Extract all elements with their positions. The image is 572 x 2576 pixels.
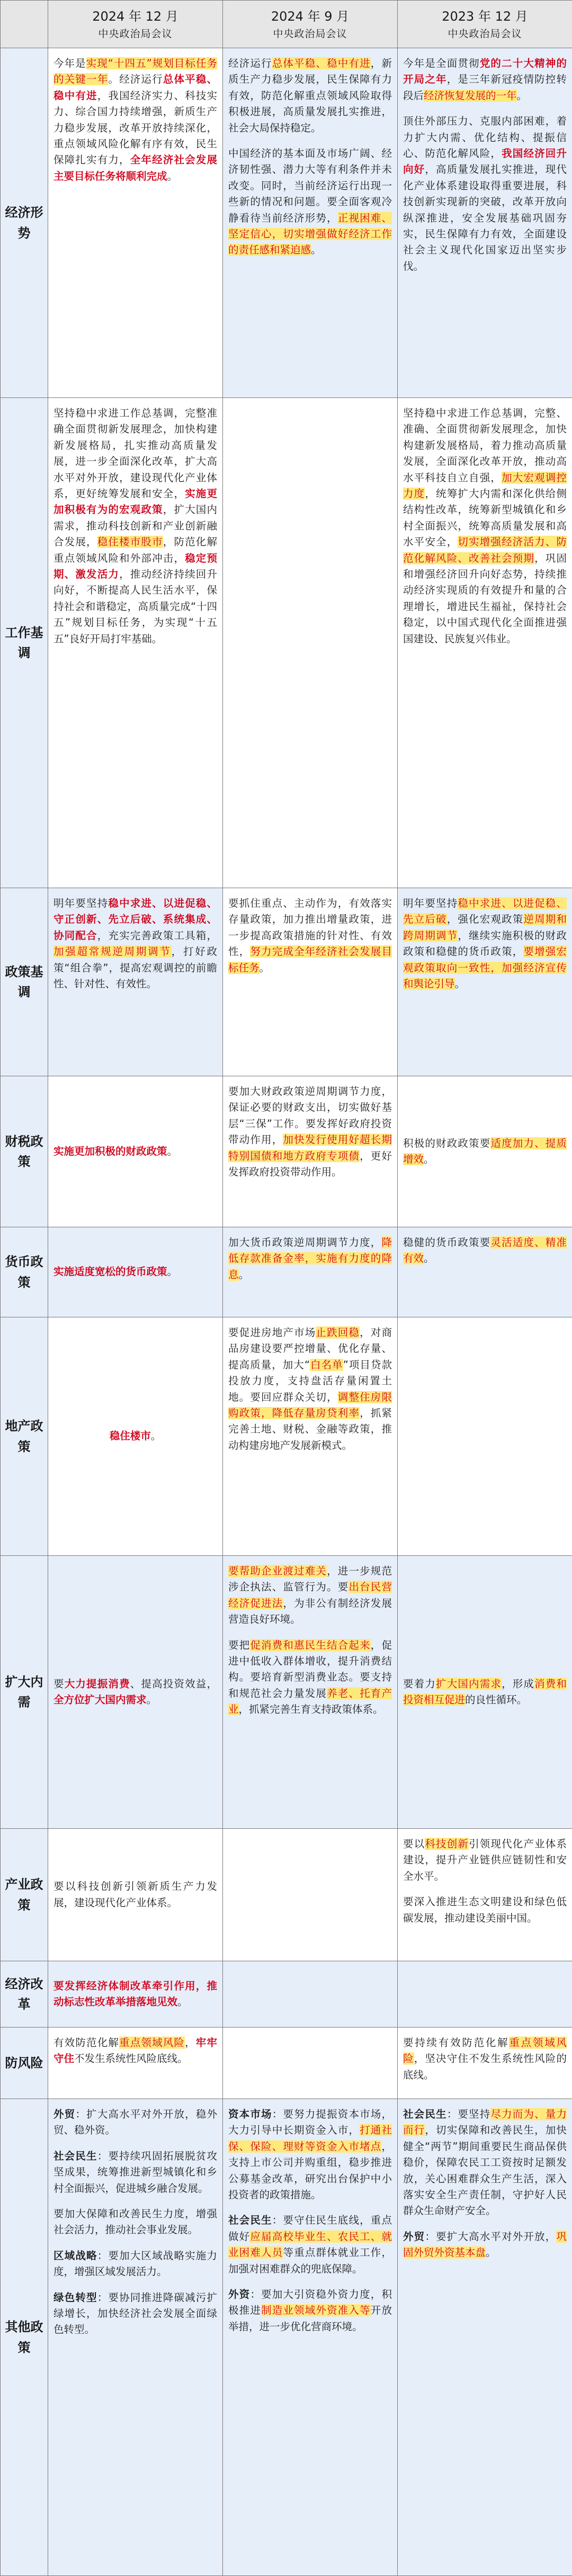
highlighted-text: 科技创新 — [425, 1838, 469, 1850]
body-text: 有效防范化解 — [53, 2037, 119, 2049]
body-text: ：要加大区域战略实施力度，增强区域发展活力。 — [53, 2250, 217, 2278]
body-text: 。 — [424, 1252, 434, 1264]
body-text: 等重点群体就业工作，加强对困难群众的兜底保障。 — [228, 2246, 392, 2274]
body-text: ，支持上市公司并购重组，稳步推进公募基金改革，研究出台保护中小投资者的政策措施。 — [228, 2140, 392, 2201]
highlighted-text: 总体平稳、稳中有进 — [272, 57, 371, 69]
body-text: 。经济运行 — [108, 73, 163, 85]
row-label: 其他政策 — [1, 2099, 48, 2576]
body-text: 要以 — [403, 1838, 425, 1850]
body-text: 稳健的货币政策要 — [403, 1236, 490, 1249]
body-text: ，统筹扩大内需和深化供给侧结构性改革，统筹新型城镇化和乡村全面振兴，统筹高质量发展和高水平安全， — [403, 488, 567, 548]
header-year: 2023 年 12 月 — [398, 7, 572, 26]
header-row — [1, 1, 572, 48]
bold-label-text: 区域战略 — [53, 2250, 97, 2262]
cell-2023-12 — [398, 1961, 572, 2028]
body-text: 明年要坚持 — [403, 897, 458, 909]
cell-2024-09 — [223, 888, 398, 1076]
header-col-2024-12 — [48, 1, 223, 48]
body-text: 。 — [151, 1430, 162, 1442]
body-text: 要持续有效防范化解 — [403, 2037, 509, 2049]
highlighted-text: 要增强宏观政策取向一致性，加强经济宣传和舆论引导 — [403, 945, 567, 990]
body-text: 要 — [53, 1678, 65, 1690]
row-economic-situation — [1, 48, 572, 398]
body-text: ，形成 — [502, 1678, 534, 1690]
highlighted-text: 全年经济社会发展主要目标任务将顺利完成 — [53, 154, 217, 182]
highlighted-text: 打通社保、保险、理财等资金入市堵点 — [228, 2124, 392, 2152]
row-label: 地产政策 — [1, 1317, 48, 1556]
row-label: 财税政策 — [1, 1076, 48, 1227]
body-text: ，进一步规范涉企执法、监管行为。要 — [228, 1565, 392, 1593]
highlighted-text: 巩固外贸外资基本盘 — [403, 2230, 567, 2259]
highlighted-text: 努力完成全年经济社会发展目标任务 — [228, 945, 392, 973]
bold-label-text: 社会民生 — [53, 2150, 97, 2162]
body-text: 、提高投资效益， — [130, 1678, 217, 1690]
highlighted-text: 稳住楼市股市 — [97, 536, 163, 548]
highlighted-text: 稳定预期、激发活力 — [53, 552, 217, 580]
highlighted-text: 我国经济回升向好 — [403, 147, 567, 175]
row-policy-tone — [1, 888, 572, 1076]
cell-2023-12 — [398, 48, 572, 398]
paragraph-break — [403, 1884, 567, 1894]
row-property-policy — [1, 1317, 572, 1556]
body-text: 不发生系统性风险底线。 — [74, 2052, 188, 2065]
cell-2024-12 — [48, 1227, 223, 1317]
body-text: 。 — [147, 1694, 157, 1706]
highlighted-text: 消费和投资相互促进 — [403, 1678, 567, 1706]
cell-2024-09 — [223, 2099, 398, 2576]
paragraph-break — [228, 1628, 392, 1637]
highlighted-text: 经济恢复发展的一年 — [424, 90, 517, 102]
body-text: 积极的财政政策要 — [403, 1137, 490, 1149]
highlighted-text: 重点领域风险 — [119, 2037, 185, 2049]
body-text: ，促进中低收入群体增收，提升消费结构。要培育新型消费业态。要支持和规范社会力量发展 — [228, 1639, 392, 1699]
body-text: ，抓紧完善土地、财税、金融等政策，推动构建房地产发展新模式。 — [228, 1407, 392, 1451]
header-meeting: 中央政治局会议 — [223, 26, 397, 42]
body-text: ，对商品房建设要严控增量、优化存量、提高质量，加大“ — [228, 1326, 392, 1371]
body-text: 坚持稳中求进工作总基调，完整、准确、全面贯彻新发展理念，加快构建新发展格局，着力推动高质量发展，全面深化改革开放，推动高水平科技自立自强， — [403, 407, 567, 484]
cell-2023-12 — [398, 1829, 572, 1961]
cell-2024-09 — [223, 1829, 398, 1961]
highlighted-text: 止跌回稳 — [316, 1326, 360, 1339]
header-year: 2024 年 9 月 — [223, 7, 397, 26]
highlighted-text: 适度加力、提质增效 — [403, 1137, 567, 1165]
header-col-2024-09 — [223, 1, 398, 48]
paragraph-break — [403, 104, 567, 113]
body-text: 明年要坚持 — [53, 897, 108, 909]
highlighted-text: 重点领域风险 — [403, 2037, 567, 2065]
cell-2024-09 — [223, 1556, 398, 1829]
body-text: ，是三年新冠疫情防控转段后 — [403, 73, 567, 101]
header-col-2023-12 — [398, 1, 572, 48]
bold-label-text: 绿色转型 — [53, 2291, 97, 2304]
row-label: 经济改革 — [1, 1961, 48, 2028]
body-text: ，新质生产力稳步发展，民生保障有力有效，防范化解重点领域风险取得积极进展，高质量发展扎实推进，社会大局保持稳定。 — [228, 57, 392, 134]
body-text: ：要协同推进降碳减污扩绿增长，加快经济社会发展全面绿色转型。 — [53, 2291, 217, 2336]
body-text: ，继续实施积极的财政政策和稳健的货币政策， — [403, 930, 567, 958]
bold-label-text: 资本市场 — [228, 2108, 272, 2120]
cell-2024-12 — [48, 398, 223, 888]
body-text: 。 — [424, 1153, 434, 1165]
body-text: ， — [185, 2037, 196, 2049]
paragraph-break — [228, 136, 392, 146]
highlighted-text: 实施适度宽松的货币政策 — [53, 1265, 167, 1278]
row-economic-reform — [1, 1961, 572, 2028]
highlighted-text: 加大宏观调控力度 — [403, 472, 567, 500]
highlighted-text: 白名单 — [310, 1359, 343, 1371]
bold-label-text: 外贸 — [53, 2108, 75, 2120]
body-text: ，抓紧完善生育支持政策体系。 — [239, 1703, 383, 1715]
cell-2024-09 — [223, 2028, 398, 2099]
highlighted-text: 实施更加积极有为的宏观政策 — [53, 488, 217, 516]
bold-label-text: 社会民生 — [403, 2108, 447, 2120]
cell-2024-12 — [48, 1961, 223, 2028]
body-text: ：要持续巩固拓展脱贫攻坚成果，统筹推进新型城镇化和乡村全面振兴，促进城乡融合发展。 — [53, 2150, 217, 2194]
body-text: ，防范化解重点领域风险和外部冲击， — [53, 536, 217, 564]
body-text: ，为非公有制经济发展营造良好环境。 — [228, 1597, 392, 1625]
cell-2023-12 — [398, 2028, 572, 2099]
body-text: 要抓住重点、主动作为，有效落实存量政策，加力推出增量政策，进一步提高政策措施的针对性、有效性， — [228, 897, 392, 958]
body-text: 今年是全面贯彻 — [403, 57, 480, 69]
paragraph-break — [403, 2219, 567, 2229]
body-text: 。 — [311, 244, 321, 256]
body-text: 要以科技创新引领新质生产力发展，建设现代化产业体系。 — [53, 1880, 217, 1908]
body-text: ：扩大高水平对外开放，稳外贸、稳外资。 — [53, 2108, 217, 2136]
body-text: ，充实完善政策工具箱， — [97, 930, 217, 942]
body-text: 要深入推进生态文明建设和绿色低碳发展，推动建设美丽中国。 — [403, 1896, 567, 1924]
cell-2023-12 — [398, 888, 572, 1076]
highlighted-text: 实现“十四五”规划目标任务的关键一年 — [53, 57, 217, 85]
highlighted-text: 加强超常规逆周期调节 — [53, 945, 172, 958]
body-text: 引领现代化产业体系建设，提升产业链供应链韧性和安全水平。 — [403, 1838, 567, 1882]
header-meeting: 中央政治局会议 — [48, 26, 222, 42]
highlighted-text: 全方位扩大国内需求 — [53, 1694, 147, 1706]
body-text: 顶住外部压力、克服内部困难，着力扩大内需、优化结构、提振信心、防范化解风险， — [403, 115, 567, 160]
body-text: ，扩大国内需求，推动科技创新和产业创新融合发展， — [53, 503, 217, 548]
cell-2023-12 — [398, 1556, 572, 1829]
cell-2024-12 — [48, 1317, 223, 1556]
bold-label-text: 外贸 — [403, 2230, 425, 2243]
row-fiscal-policy — [1, 1076, 572, 1227]
row-label: 产业政策 — [1, 1829, 48, 1961]
highlighted-text: 加快发行使用好超长期特别国债和地方政府专项债 — [228, 1134, 392, 1162]
highlighted-text: 要帮助企业渡过难关 — [228, 1565, 327, 1577]
body-text: 。 — [517, 90, 528, 102]
body-text: 经济运行 — [228, 57, 272, 69]
highlighted-text: 正视困难、坚定信心，切实增强做好经济工作的责任感和紧迫感 — [228, 212, 392, 256]
row-domestic-demand — [1, 1556, 572, 1829]
row-label: 经济形势 — [1, 48, 48, 398]
highlighted-text: 促消费和惠民生结合起来 — [250, 1639, 370, 1651]
header-corner — [1, 1, 48, 48]
body-text: 。 — [239, 1269, 249, 1281]
cell-2024-09 — [223, 1317, 398, 1556]
body-text: ”项目贷款投放力度，支持盘活存量闲置土地。要回应群众关切， — [228, 1359, 392, 1403]
highlighted-text: 稳中求进、以进促稳、守正创新、先立后破、系统集成、协同配合 — [53, 897, 217, 942]
highlighted-text: 制造业领域外资准入等 — [261, 2304, 371, 2316]
highlighted-text: 逆周期和跨周期调节 — [403, 913, 567, 941]
cell-2023-12 — [398, 1076, 572, 1227]
cell-2023-12 — [398, 2099, 572, 2576]
body-text: ，打好政策“组合拳”，提高宏观调控的前瞻性、针对性、有效性。 — [53, 945, 217, 990]
highlighted-text: 要发挥经济体制改革牵引作用，推动标志性改革举措落地见效 — [53, 1980, 217, 2008]
row-monetary-policy — [1, 1227, 572, 1317]
body-text: 。 — [260, 962, 270, 974]
highlighted-text: 大力提振消费 — [65, 1678, 130, 1690]
body-text: 。 — [486, 2246, 496, 2259]
highlighted-text: 牢牢守住 — [53, 2037, 217, 2065]
body-text: 的良性循环。 — [465, 1694, 527, 1706]
cell-2024-12 — [48, 48, 223, 398]
body-text: 。 — [455, 978, 466, 990]
cell-2024-09 — [223, 398, 398, 888]
cell-2024-09 — [223, 1961, 398, 2028]
paragraph-break — [228, 2203, 392, 2212]
cell-2023-12 — [398, 1317, 572, 1556]
cell-2024-09 — [223, 1076, 398, 1227]
body-text: ，强化宏观政策 — [447, 913, 524, 925]
row-label: 防风险 — [1, 2028, 48, 2099]
highlighted-text: 出台民营经济促进法 — [228, 1581, 392, 1609]
body-text: ，我国经济实力、科技实力、综合国力持续增强，新质生产力稳步发展，改革开放持续深化，重点领域风险化解有序有效，民生保障扎实有力， — [53, 90, 217, 166]
cell-2023-12 — [398, 398, 572, 888]
body-text: 。 — [167, 170, 178, 182]
highlighted-text: 党的二十大精神的开局之年 — [403, 57, 567, 85]
body-text: 要着力 — [403, 1678, 436, 1690]
body-text: ：要努力提振资本市场，大力引导中长期资金入市， — [228, 2108, 392, 2136]
body-text: 要把 — [228, 1639, 250, 1651]
body-text: 要加大保障和改善民生力度，增强社会活力，推动社会事业发展。 — [53, 2208, 217, 2236]
body-text: ，更好发挥政府投资带动作用。 — [228, 1150, 392, 1178]
body-text: ，巩固和增强经济回升向好态势，持续推动经济实现质的有效提升和量的合理增长，增进民生福祉，保持社会稳定，以中国式现代化全面推进强国建设、民族复兴伟业。 — [403, 552, 567, 645]
cell-2024-12 — [48, 2099, 223, 2576]
body-text: 。 — [167, 1265, 178, 1278]
cell-2024-09 — [223, 48, 398, 398]
body-text: ：要扩大高水平对外开放， — [425, 2230, 556, 2243]
header-meeting: 中央政治局会议 — [398, 26, 572, 42]
cell-2023-12 — [398, 1227, 572, 1317]
cell-2024-12 — [48, 888, 223, 1076]
body-text: 坚持稳中求进工作总基调，完整准确全面贯彻新发展理念，加快构建新发展格局，扎实推动高质量发展，进一步全面深化改革，扩大高水平对外开放，建设现代化产业体系，更好统筹发展和安全， — [53, 407, 217, 500]
paragraph-break — [228, 2277, 392, 2287]
body-text: 开放举措，进一步优化营商环境。 — [228, 2304, 392, 2332]
row-other-policies — [1, 2099, 572, 2576]
bold-label-text: 社会民生 — [228, 2214, 272, 2226]
highlighted-text: 稳住楼市 — [110, 1430, 151, 1442]
paragraph-break — [53, 2238, 217, 2248]
row-label: 货币政策 — [1, 1227, 48, 1317]
header-year: 2024 年 12 月 — [48, 7, 222, 26]
body-text: ，高质量发展扎实推进，现代化产业体系建设取得重要进展，科技创新实现新的突破，改革开放向纵深推进，安全发展基础巩固夯实，民生保障有力有效，全面建设社会主义现代化国家迈出坚实步伐。 — [403, 163, 567, 272]
paragraph-break — [53, 2197, 217, 2206]
body-text: ，切实保障和改善民生，加快健全“两节”期间重要民生商品保供稳价，保障农民工工资按时足额发放，关心困难群众生产生活，深入落实安全生产责任制，守护好人民群众生命财产安全。 — [403, 2124, 567, 2217]
cell-2024-12 — [48, 1829, 223, 1961]
body-text: 加大货币政策逆周期调节力度， — [228, 1236, 381, 1249]
highlighted-text: 灵活适度、精准有效 — [403, 1236, 567, 1264]
highlighted-text: 调整住房限购政策，降低存量房贷利率 — [228, 1391, 392, 1419]
body-text: ，坚决守住不发生系统性风险的底线。 — [403, 2052, 567, 2081]
bold-label-text: 外资 — [228, 2288, 250, 2300]
body-text: ：要守住民生底线，重点做好 — [228, 2214, 392, 2242]
highlighted-text: 扩大国内需求 — [436, 1678, 502, 1690]
body-text: ，推动经济持续回升向好，不断提高人民生活水平，保持社会和谐稳定，高质量完成“十四五”规划目标任务，为实现“十五五”良好开局打牢基础。 — [53, 568, 217, 645]
row-work-tone — [1, 398, 572, 888]
row-label: 工作基调 — [1, 398, 48, 888]
paragraph-break — [53, 2139, 217, 2148]
body-text: ：要坚持 — [447, 2108, 491, 2120]
body-text: 要促进房地产市场 — [228, 1326, 316, 1339]
highlighted-text: 尽力而为、量力而行 — [403, 2108, 567, 2136]
highlighted-text: 降低存款准备金率，实施有力度的降息 — [228, 1236, 392, 1281]
cell-2024-12 — [48, 2028, 223, 2099]
row-label: 政策基调 — [1, 888, 48, 1076]
row-label: 扩大内需 — [1, 1556, 48, 1829]
highlighted-text: 稳中求进、以进促稳、先立后破 — [403, 897, 567, 925]
body-text: 。 — [177, 1996, 188, 2008]
row-risk-prevention — [1, 2028, 572, 2099]
cell-2024-12 — [48, 1556, 223, 1829]
cell-2024-12 — [48, 1076, 223, 1227]
body-text: 。 — [167, 1145, 178, 1157]
highlighted-text: 总体平稳、稳中有进 — [53, 73, 217, 101]
highlighted-text: 应届高校毕业生、农民工、就业困难人员 — [228, 2230, 392, 2259]
body-text: ：要加大引资稳外资力度，积极推进 — [228, 2288, 392, 2316]
cell-2024-09 — [223, 1227, 398, 1317]
highlighted-text: 实施更加积极的财政政策 — [53, 1145, 167, 1157]
body-text: 要加大财政政策逆周期调节力度，保证必要的财政支出，切实做好基层“三保”工作。要发挥好政府投资带动作用， — [228, 1085, 392, 1146]
body-text: 今年是 — [53, 57, 86, 69]
highlighted-text: 切实增强经济活力、防范化解风险、改善社会预期 — [403, 536, 567, 564]
row-industrial-policy — [1, 1829, 572, 1961]
highlighted-text: 养老、托育产业 — [228, 1687, 392, 1715]
body-text: 中国经济的基本面及市场广阔、经济韧性强、潜力大等有利条件并未改变。同时，当前经济运行出现一些新的情况和问题。要全面客观冷静看待当前经济形势， — [228, 147, 392, 224]
paragraph-break — [53, 2280, 217, 2290]
